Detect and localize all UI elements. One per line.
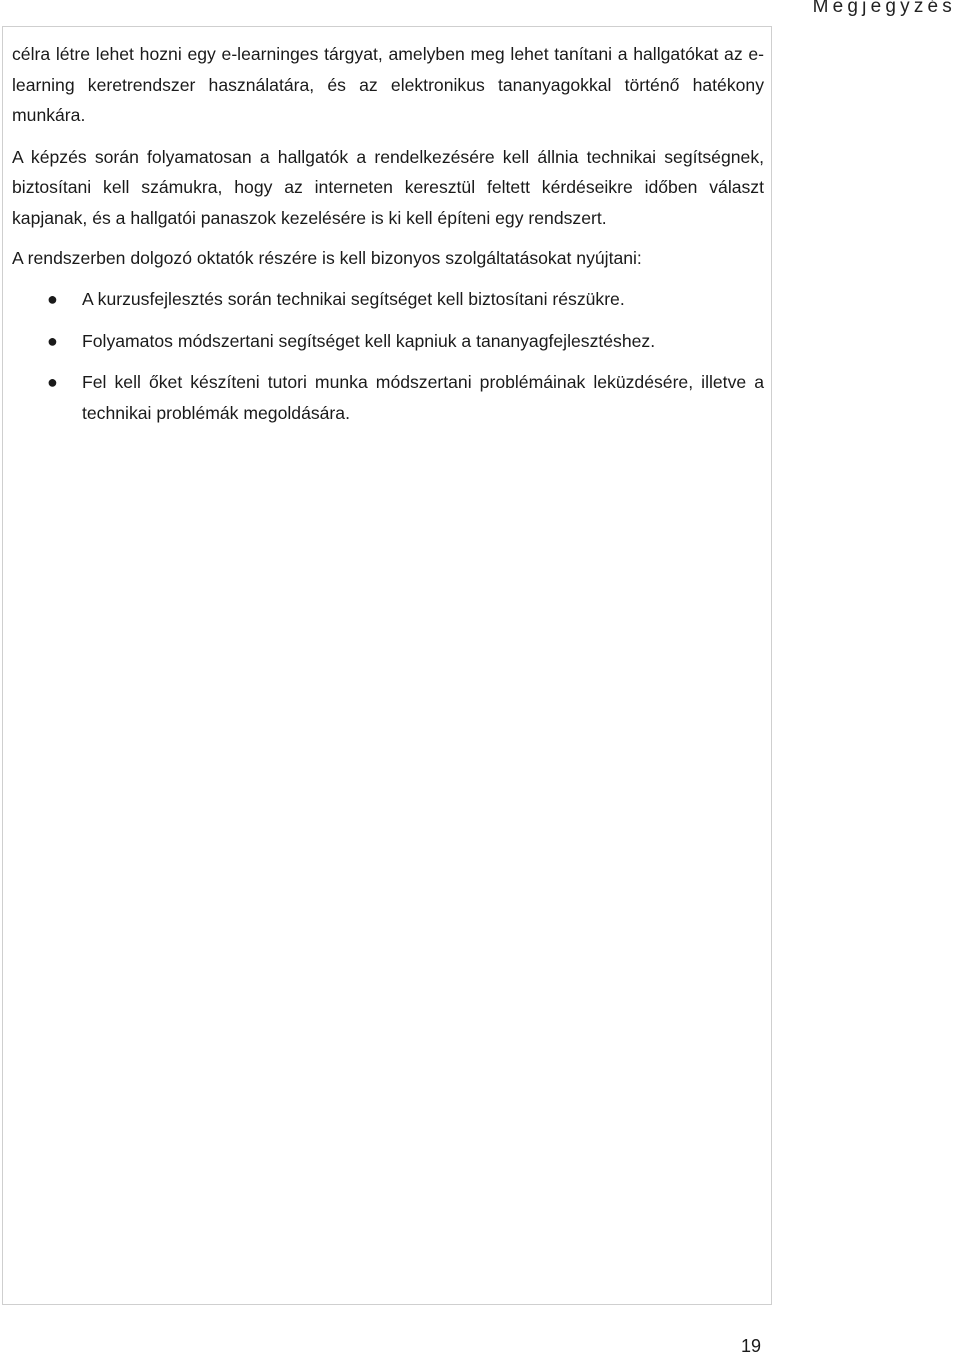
list-item-text: Fel kell őket készíteni tutori munka módszertani problémáinak leküzdésére, illetve a technikai problémák megoldására.	[82, 372, 764, 423]
document-body	[12, 39, 764, 429]
paragraph-2: A képzés során folyamatosan a hallgatók a rendelkezésére kell állnia technikai segítségnek, biztosítani kell számukra, hogy az interneten keresztül feltett kérdéseikre időben választ kapjanak, és a hallgatói panaszok kezelésére is ki kell építeni egy rendszert.	[12, 146, 764, 228]
bullet-icon: ●	[47, 289, 58, 310]
paragraph-1: célra létre lehet hozni egy e-learninges tárgyat, amelyben meg lehet tanítani a hallgatókat az e-learning keretrendszer használatára, és az elektronikus tananyagokkal történő hatékony munkára.	[12, 44, 764, 126]
bullet-list	[12, 284, 764, 428]
bullet-icon: ●	[47, 330, 58, 351]
list-item	[12, 326, 764, 357]
list-item-text: A kurzusfejlesztés során technikai segítséget kell biztosítani részükre.	[82, 289, 625, 310]
list-item	[12, 284, 764, 315]
list-item	[12, 367, 764, 428]
page-number: 19	[741, 1336, 762, 1356]
bullet-icon: ●	[47, 372, 58, 393]
paragraph-3: A rendszerben dolgozó oktatók részére is kell bizonyos szolgáltatásokat nyújtani:	[12, 247, 642, 268]
margin-notes-label: Megjegyzés	[812, 0, 956, 17]
list-item-text: Folyamatos módszertani segítséget kell kapniuk a tananyagfejlesztéshez.	[82, 330, 656, 351]
